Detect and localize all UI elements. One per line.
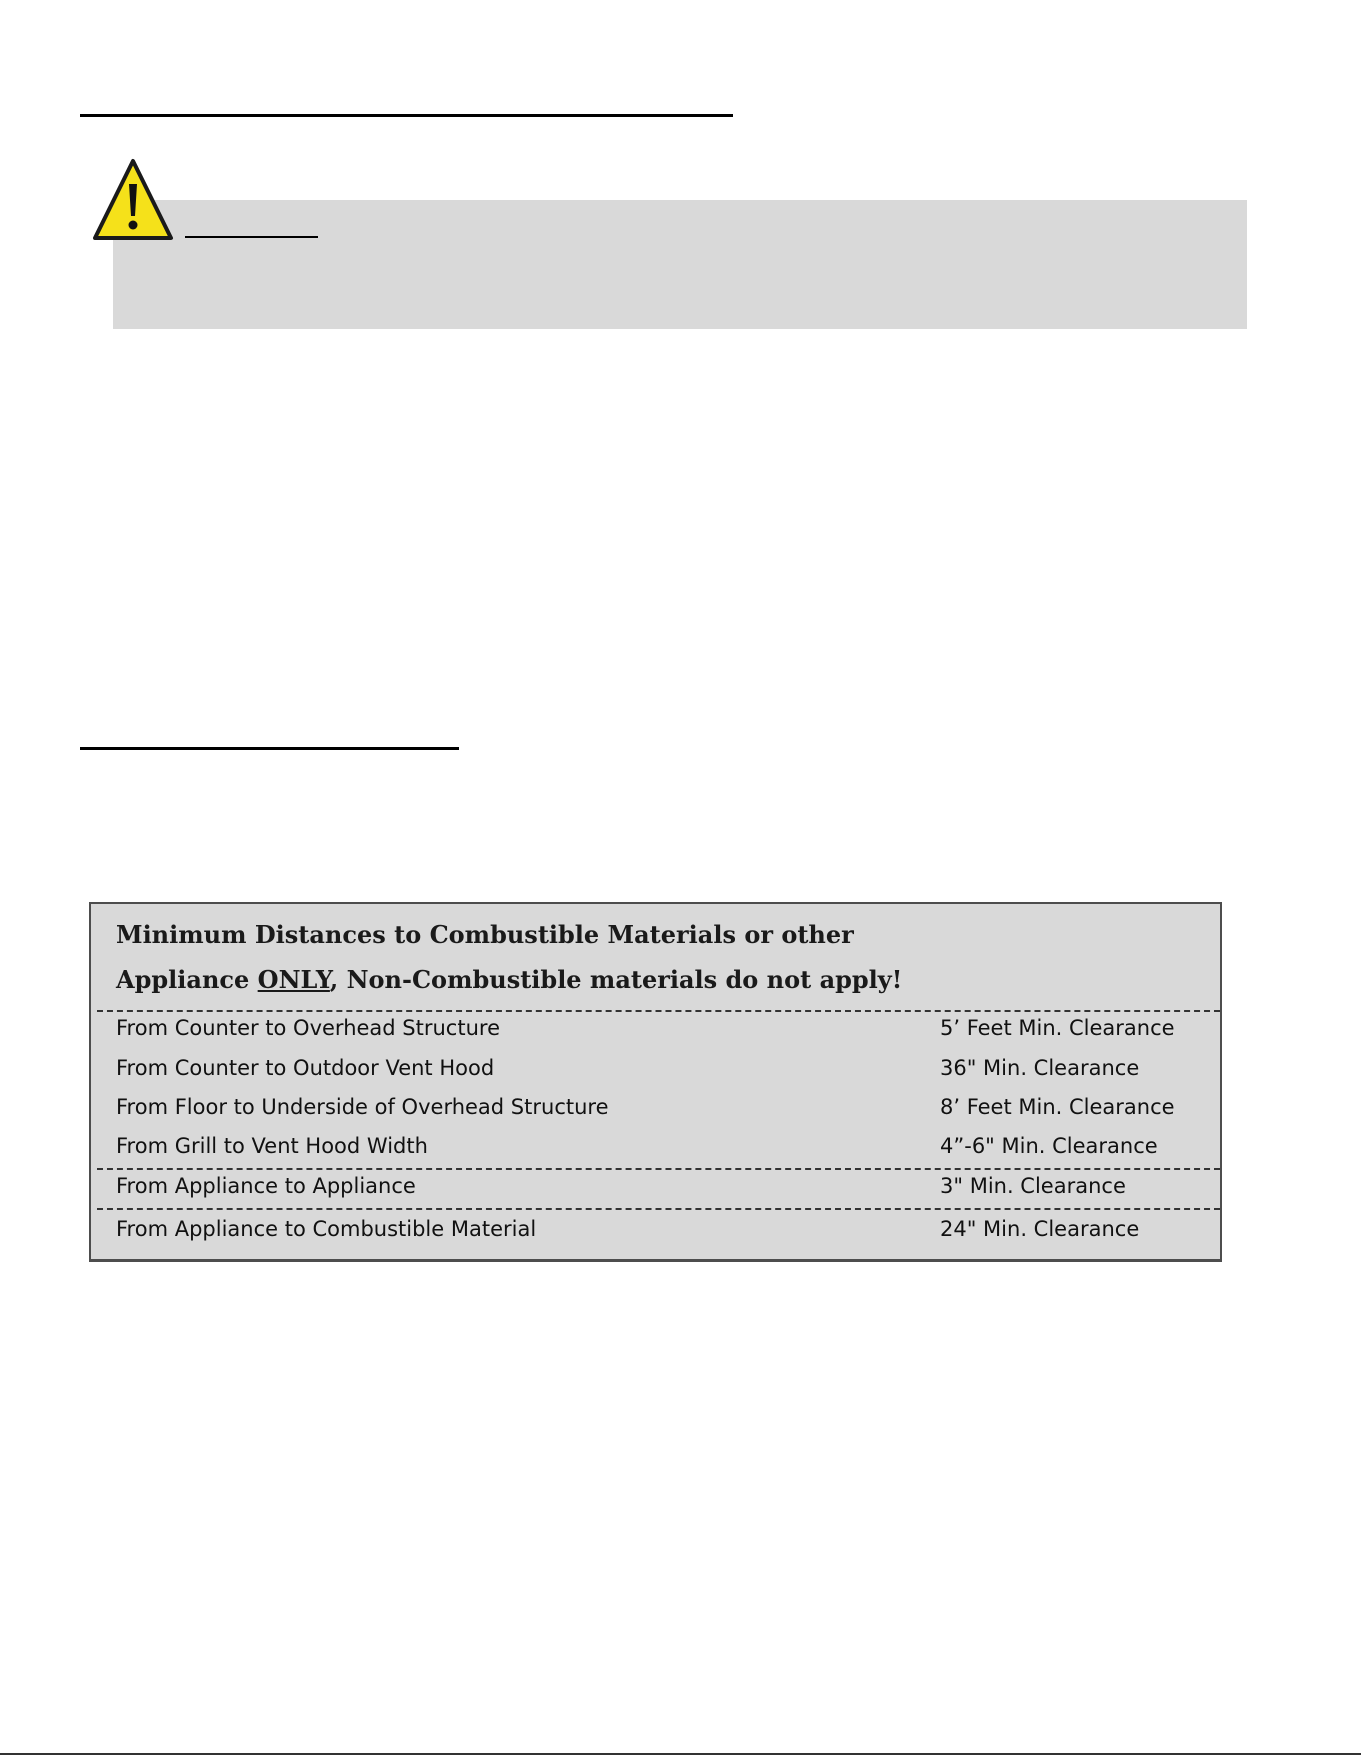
table-row xyxy=(116,1128,1210,1164)
row-description: From Appliance to Appliance xyxy=(116,1174,416,1198)
row-description: From Grill to Vent Hood Width xyxy=(116,1134,428,1158)
warning-triangle-icon xyxy=(92,158,174,242)
table-row xyxy=(116,1211,1210,1247)
row-clearance: 36" Min. Clearance xyxy=(940,1056,1140,1080)
section-heading-underline xyxy=(80,747,459,750)
section-heading-underline xyxy=(80,114,733,117)
row-clearance: 4”-6" Min. Clearance xyxy=(940,1134,1158,1158)
warning-heading-underline xyxy=(185,236,318,238)
clearance-table xyxy=(89,902,1222,1262)
table-title-line2-start: Appliance xyxy=(116,965,258,994)
row-description: From Appliance to Combustible Material xyxy=(116,1217,537,1241)
table-row xyxy=(116,1168,1210,1204)
row-clearance: 24" Min. Clearance xyxy=(940,1217,1140,1241)
table-title-line1: Minimum Distances to Combustible Materials or other xyxy=(116,920,854,949)
table-title-line2-end: , Non-Combustible materials do not apply! xyxy=(329,965,903,994)
table-title xyxy=(116,912,1116,1002)
table-row xyxy=(116,1050,1210,1086)
warning-box xyxy=(113,200,1247,329)
table-row xyxy=(116,1010,1210,1046)
row-description: From Counter to Outdoor Vent Hood xyxy=(116,1056,495,1080)
table-title-emphasis: ONLY xyxy=(257,965,330,994)
row-clearance: 3" Min. Clearance xyxy=(940,1174,1126,1198)
row-clearance: 5’ Feet Min. Clearance xyxy=(940,1016,1175,1040)
table-divider xyxy=(97,1208,1220,1210)
table-row xyxy=(116,1089,1210,1125)
row-description: From Counter to Overhead Structure xyxy=(116,1016,500,1040)
row-clearance: 8’ Feet Min. Clearance xyxy=(940,1095,1175,1119)
row-description: From Floor to Underside of Overhead Structure xyxy=(116,1095,609,1119)
page-footer-rule xyxy=(0,1753,1361,1755)
